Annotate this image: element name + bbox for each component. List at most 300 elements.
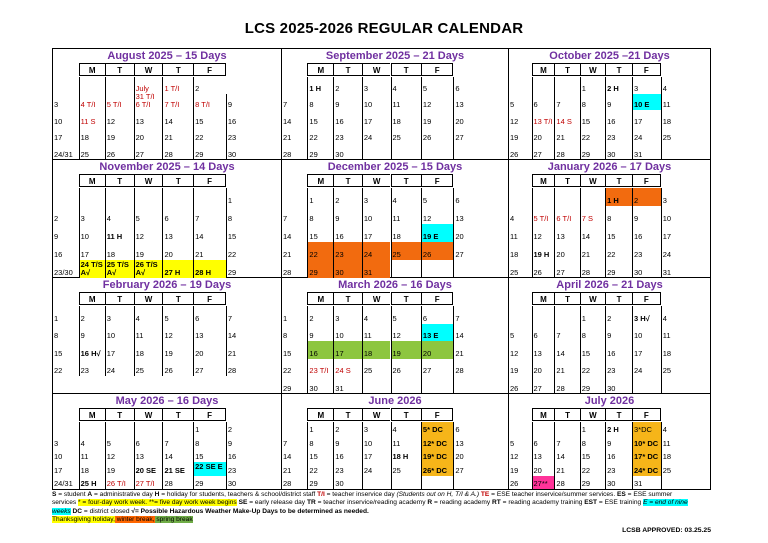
day-cell	[632, 143, 661, 160]
day-text: 5	[164, 313, 169, 323]
weekday-label: F	[421, 63, 453, 76]
day-text: 22	[581, 465, 591, 475]
day-text: 23	[607, 465, 616, 475]
week-row	[53, 306, 282, 324]
day-cell	[661, 110, 710, 127]
day-text: 1 H	[607, 196, 619, 205]
weekday-label: W	[580, 174, 605, 187]
day-cell	[532, 242, 555, 260]
day-text: 13	[135, 116, 144, 126]
day-cell	[226, 341, 282, 359]
day-text: 8	[581, 100, 586, 110]
day-text: 29	[195, 149, 204, 159]
day-cell	[134, 143, 163, 160]
day-text: 22	[309, 133, 318, 143]
day-text: 1	[54, 313, 59, 323]
day-cell	[226, 143, 282, 160]
day-cell	[391, 77, 421, 94]
day-cell	[79, 341, 105, 359]
day-text: 21	[556, 366, 565, 376]
month-3	[53, 160, 282, 278]
week-row	[53, 110, 282, 127]
legend-s-text: = student	[56, 491, 88, 498]
day-cell	[421, 127, 453, 144]
day-text: 5	[106, 438, 111, 448]
day-cell	[661, 306, 710, 324]
day-text: 28	[556, 478, 565, 488]
day-cell	[226, 94, 282, 111]
legend-rt-key: RT	[492, 499, 501, 507]
day-text: 19	[510, 465, 519, 475]
day-cell	[226, 110, 282, 127]
day-cell	[421, 306, 453, 324]
weekday-label: T	[333, 292, 362, 305]
day-cell	[282, 341, 307, 359]
day-text: 24	[634, 133, 643, 143]
day-text: 17	[106, 348, 116, 358]
day-cell	[421, 110, 453, 127]
day-cell	[661, 462, 710, 475]
week-row	[509, 77, 710, 94]
day-text: 15	[607, 232, 616, 241]
day-text: 18	[392, 232, 401, 241]
month-8	[509, 278, 710, 394]
day-cell	[307, 206, 333, 224]
day-text: 3	[634, 83, 639, 93]
day-cell	[282, 127, 307, 144]
day-cell	[362, 306, 391, 324]
day-text: 20	[455, 116, 464, 126]
day-cell	[532, 127, 555, 144]
day-text: 27	[422, 366, 432, 376]
weekday-label: F	[193, 408, 226, 421]
legend-four-day: * = four-day work week.	[78, 499, 148, 507]
day-cell	[453, 206, 509, 224]
day-cell	[421, 476, 453, 489]
day-cell	[580, 462, 605, 475]
weekday-label: M	[532, 292, 555, 305]
day-text: 4	[662, 425, 667, 435]
day-text: 21	[455, 348, 464, 358]
day-cell	[79, 127, 105, 144]
day-text: 15	[309, 116, 318, 126]
week-row	[53, 242, 282, 260]
day-cell	[453, 77, 509, 94]
day-cell	[307, 242, 333, 260]
legend-line-3	[52, 508, 711, 516]
day-text: 27 H	[164, 268, 181, 277]
day-text: 5* DC	[422, 425, 443, 435]
day-text: 20	[195, 348, 204, 358]
day-cell	[509, 94, 532, 111]
day-text: 13	[455, 214, 464, 223]
day-cell	[509, 306, 532, 324]
day-text: 22	[283, 366, 292, 376]
day-text: 11	[662, 331, 671, 341]
week-row	[509, 224, 710, 242]
day-text: 7	[227, 313, 233, 323]
day-cell	[362, 206, 391, 224]
legend-five-day: **= five day work week begins	[147, 499, 237, 507]
day-cell	[632, 476, 661, 489]
day-cell	[79, 77, 105, 94]
day-cell	[632, 359, 661, 377]
legend-a-text: = administrative day	[92, 491, 155, 498]
day-text: 22	[309, 250, 318, 259]
weekday-label: M	[79, 63, 105, 76]
day-text: 7	[283, 214, 288, 223]
day-cell	[554, 242, 579, 260]
day-cell	[362, 110, 391, 127]
day-cell	[134, 435, 163, 448]
day-text: 12	[164, 331, 173, 341]
day-text: 27**	[533, 478, 548, 488]
day-cell	[53, 306, 79, 324]
day-text: 30	[335, 478, 344, 488]
day-text: 5 T/I	[533, 214, 549, 223]
day-cell	[162, 188, 193, 206]
day-text: 11 H	[106, 232, 123, 241]
week-row	[509, 260, 710, 278]
day-cell	[554, 359, 579, 377]
week-row	[509, 435, 710, 448]
day-cell	[532, 435, 555, 448]
day-text: 3	[54, 100, 59, 110]
day-text: 31	[335, 383, 344, 393]
day-cell	[391, 449, 421, 462]
day-text: 2 H	[607, 83, 619, 93]
day-cell	[162, 110, 193, 127]
day-cell	[532, 306, 555, 324]
weekday-header	[53, 408, 281, 421]
weekday-label: T	[162, 408, 193, 421]
day-cell	[79, 188, 105, 206]
week-row	[53, 143, 282, 160]
day-text: 21	[227, 348, 237, 358]
day-text: 30	[634, 268, 643, 277]
day-text: 26* DC	[422, 465, 448, 475]
day-text: 2 H	[607, 425, 619, 435]
day-cell	[53, 110, 79, 127]
day-text: 4	[135, 313, 140, 323]
day-text: 22	[607, 250, 616, 259]
legend-ti-note: (Students out on H, T/I & A.)	[396, 491, 480, 498]
day-cell	[134, 260, 163, 278]
day-cell	[134, 422, 163, 435]
day-cell	[307, 462, 333, 475]
week-row	[509, 188, 710, 206]
day-cell	[554, 376, 579, 394]
day-cell	[193, 242, 226, 260]
day-cell	[333, 77, 362, 94]
day-cell	[307, 449, 333, 462]
day-cell	[632, 306, 661, 324]
day-cell	[661, 476, 710, 489]
day-cell	[53, 435, 79, 448]
day-cell	[391, 376, 421, 394]
legend-r-key: R	[427, 499, 433, 507]
week-row	[53, 127, 282, 144]
day-cell	[632, 376, 661, 394]
day-text: 22	[54, 366, 63, 376]
day-cell	[134, 224, 163, 242]
legend-tr-key: TR	[306, 499, 316, 507]
week-row	[53, 94, 282, 111]
day-cell	[391, 476, 421, 489]
weekday-label: W	[134, 63, 163, 76]
day-cell	[580, 449, 605, 462]
day-text: 27 T/I	[135, 478, 155, 488]
day-cell	[509, 422, 532, 435]
weekday-label: T	[605, 63, 632, 76]
day-cell	[421, 242, 453, 260]
day-text: 9	[335, 438, 340, 448]
day-cell	[53, 422, 79, 435]
day-cell	[333, 94, 362, 111]
legend-h-text: = holiday for students, teachers & school/district staff	[159, 491, 318, 498]
weekday-header	[53, 292, 281, 305]
day-cell	[282, 376, 307, 394]
day-text: 27	[455, 133, 464, 143]
day-text: 29	[227, 268, 237, 277]
day-cell	[134, 359, 163, 377]
day-text: 12	[422, 214, 432, 223]
day-cell	[554, 422, 579, 435]
day-cell	[532, 143, 555, 160]
day-text: 15	[283, 348, 292, 358]
day-cell	[580, 188, 605, 206]
day-cell	[226, 324, 282, 342]
day-text: 17	[54, 465, 63, 475]
day-cell	[193, 435, 226, 448]
day-cell	[605, 306, 632, 324]
day-text: 9	[335, 214, 340, 223]
day-cell	[105, 206, 134, 224]
day-text: 18	[662, 116, 672, 126]
day-text: 10	[80, 232, 89, 241]
day-text: 16	[54, 250, 63, 259]
day-cell	[532, 341, 555, 359]
month-title: January 2026 – 17 Days	[547, 161, 672, 173]
day-text: 19	[510, 133, 519, 143]
day-cell	[193, 224, 226, 242]
week-row	[282, 224, 509, 242]
day-cell	[134, 242, 163, 260]
day-text: 28	[164, 478, 173, 488]
day-text: 13	[533, 348, 542, 358]
day-cell	[453, 188, 509, 206]
week-row	[282, 324, 509, 342]
day-cell	[391, 462, 421, 475]
day-cell	[391, 242, 421, 260]
day-text: 16	[607, 348, 616, 358]
weekday-label: F	[632, 63, 661, 76]
legend-te-text: = ESE teacher inservice/summer services.	[489, 491, 618, 498]
day-cell	[53, 143, 79, 160]
day-text: 16	[227, 452, 237, 462]
day-cell	[105, 127, 134, 144]
legend-e-text: E = end of nine	[643, 499, 688, 507]
day-text: 13	[195, 331, 204, 341]
day-text: 7	[556, 438, 561, 448]
day-text: 1	[283, 313, 288, 323]
day-cell	[453, 224, 509, 242]
weekday-label: T	[554, 292, 579, 305]
day-cell	[509, 127, 532, 144]
legend-dc-key: DC	[70, 507, 83, 515]
day-text: 12	[392, 331, 401, 341]
day-text: 17	[54, 133, 63, 143]
day-cell	[661, 188, 710, 206]
day-cell	[421, 324, 453, 342]
weekday-label: T	[105, 174, 134, 187]
day-cell	[632, 110, 661, 127]
day-text: 25	[392, 133, 401, 143]
day-cell	[632, 77, 661, 94]
day-cell	[391, 206, 421, 224]
day-cell	[509, 462, 532, 475]
day-text: 16	[227, 116, 237, 126]
day-text: 15	[581, 116, 591, 126]
day-cell	[79, 324, 105, 342]
week-row	[53, 422, 282, 435]
day-text: 7	[164, 438, 169, 448]
day-text: 23	[227, 465, 237, 475]
day-text: 15	[581, 348, 591, 358]
day-text: 14	[556, 452, 565, 462]
day-cell	[580, 127, 605, 144]
day-text: 28	[455, 366, 464, 376]
day-text: 19	[106, 133, 116, 143]
weekday-label: F	[193, 63, 226, 76]
day-cell	[105, 94, 134, 111]
day-text: 9	[634, 214, 639, 223]
day-cell	[134, 206, 163, 224]
day-text: 28 H	[195, 268, 211, 277]
day-cell	[532, 376, 555, 394]
day-cell	[661, 206, 710, 224]
day-text: 13 E	[422, 331, 439, 341]
day-cell	[661, 376, 710, 394]
day-cell	[554, 260, 579, 278]
day-text: 4	[392, 83, 397, 93]
day-cell	[661, 260, 710, 278]
day-text: 16	[634, 232, 643, 241]
day-cell	[605, 127, 632, 144]
week-row	[509, 376, 710, 394]
day-text: 14	[455, 331, 464, 341]
legend-se-text: = early release day	[247, 499, 307, 507]
day-cell	[509, 143, 532, 160]
day-cell	[105, 476, 134, 489]
day-cell	[421, 435, 453, 448]
day-cell	[226, 206, 282, 224]
day-text: 18	[662, 452, 672, 462]
day-text: 22 SE E	[195, 462, 223, 472]
week-row	[282, 110, 509, 127]
day-text: 25	[662, 465, 672, 475]
day-text: 3	[80, 214, 85, 223]
day-cell	[193, 324, 226, 342]
day-cell	[307, 260, 333, 278]
day-text: 12	[510, 452, 519, 462]
day-cell	[53, 94, 79, 111]
day-text: 5	[135, 214, 140, 223]
day-text: 24	[363, 250, 373, 259]
day-cell	[509, 224, 532, 242]
week-row	[282, 422, 509, 435]
day-cell	[453, 449, 509, 462]
day-cell	[162, 127, 193, 144]
page-title: LCS 2025-2026 REGULAR CALENDAR	[244, 20, 524, 37]
weekday-label: T	[605, 408, 632, 421]
week-row	[509, 206, 710, 224]
day-text: 30	[227, 478, 237, 488]
day-text: 24/31	[54, 149, 73, 159]
day-cell	[509, 110, 532, 127]
day-text: 2	[335, 83, 340, 93]
day-cell	[162, 143, 193, 160]
day-cell	[632, 188, 661, 206]
day-text: 16	[335, 232, 344, 241]
legend-dc-text: = district closed	[82, 507, 132, 515]
day-cell	[632, 422, 661, 435]
day-cell	[391, 435, 421, 448]
day-text: 15	[195, 116, 204, 126]
week-row	[53, 206, 282, 224]
day-cell	[391, 127, 421, 144]
day-cell	[362, 94, 391, 111]
day-text: 6	[455, 83, 460, 93]
day-text: 26	[392, 366, 401, 376]
day-text: 6	[195, 313, 200, 323]
day-cell	[554, 306, 579, 324]
day-cell	[421, 449, 453, 462]
weekday-label: T	[105, 292, 134, 305]
day-cell	[105, 143, 134, 160]
day-text: 19	[392, 348, 401, 358]
day-text: 27	[455, 250, 464, 259]
day-text: 29	[309, 478, 318, 488]
day-text: 24 T/S A√	[80, 260, 103, 277]
day-text: 9	[227, 438, 233, 448]
day-text: 15	[309, 232, 318, 241]
day-cell	[134, 77, 163, 101]
day-cell	[333, 462, 362, 475]
day-cell	[605, 422, 632, 435]
day-text: 25	[510, 268, 519, 277]
day-text: 19	[164, 348, 173, 358]
day-cell	[362, 449, 391, 462]
day-cell	[105, 449, 134, 462]
day-cell	[391, 110, 421, 127]
day-text: 15	[195, 452, 204, 462]
day-cell	[307, 324, 333, 342]
weekday-label: M	[307, 292, 333, 305]
day-text: 7	[556, 100, 561, 110]
month-title: December 2025 – 15 Days	[327, 161, 463, 173]
day-text: 5 T/I	[106, 100, 122, 110]
day-text: 26 T/I	[106, 478, 126, 488]
day-cell	[580, 143, 605, 160]
day-text: 8	[54, 331, 59, 341]
day-text: 26	[106, 149, 116, 159]
day-cell	[282, 359, 307, 377]
day-cell	[333, 110, 362, 127]
week-row	[53, 449, 282, 462]
legend-est-text: = ESE training	[597, 499, 644, 507]
day-text: 11	[662, 438, 671, 448]
